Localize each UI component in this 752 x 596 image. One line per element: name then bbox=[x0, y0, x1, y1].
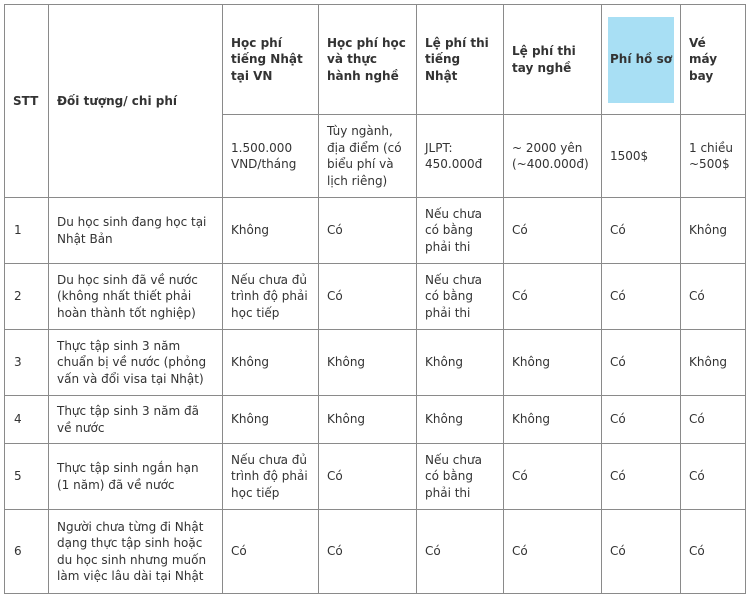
col-header: Vé máy bay bbox=[681, 5, 746, 115]
row-cell: Có bbox=[602, 444, 681, 510]
row-cell: Có bbox=[504, 198, 602, 264]
row-cell: Có bbox=[504, 444, 602, 510]
col-header: Học phí tiếng Nhật tại VN bbox=[223, 5, 319, 115]
table-row bbox=[5, 510, 746, 594]
col-header-highlighted bbox=[602, 5, 681, 115]
row-cell: Nếu chưa đủ trình độ phải học tiếp bbox=[223, 444, 319, 510]
row-cell: Không bbox=[319, 330, 417, 396]
row-subject: Du học sinh đã về nước (không nhất thiết phải hoàn thành tốt nghiệp) bbox=[49, 264, 223, 330]
table-row bbox=[5, 264, 746, 330]
row-cell: Nếu chưa có bằng phải thi bbox=[417, 264, 504, 330]
row-cell: Có bbox=[602, 264, 681, 330]
row-subject: Người chưa từng đi Nhật dạng thực tập sinh hoặc du học sinh nhưng muốn làm việc lâu dài tại Nhật bbox=[49, 510, 223, 594]
row-stt: 6 bbox=[5, 510, 49, 594]
row-cell: Có bbox=[681, 264, 746, 330]
row-cell: Có bbox=[504, 264, 602, 330]
table-row bbox=[5, 198, 746, 264]
row-cell: Nếu chưa có bằng phải thi bbox=[417, 444, 504, 510]
col-cost: ~ 2000 yên (~400.000đ) bbox=[504, 115, 602, 198]
row-stt: 1 bbox=[5, 198, 49, 264]
table-row bbox=[5, 330, 746, 396]
fee-table bbox=[4, 4, 746, 594]
row-cell: Không bbox=[504, 330, 602, 396]
row-cell: Nếu chưa đủ trình độ phải học tiếp bbox=[223, 264, 319, 330]
row-subject: Du học sinh đang học tại Nhật Bản bbox=[49, 198, 223, 264]
row-cell: Không bbox=[417, 330, 504, 396]
row-cell: Không bbox=[223, 330, 319, 396]
row-cell: Không bbox=[681, 198, 746, 264]
row-cell: Có bbox=[602, 198, 681, 264]
col-cost: JLPT: 450.000đ bbox=[417, 115, 504, 198]
row-cell: Có bbox=[681, 396, 746, 444]
row-cell: Không bbox=[223, 198, 319, 264]
table-row bbox=[5, 396, 746, 444]
row-stt: 4 bbox=[5, 396, 49, 444]
row-cell: Có bbox=[602, 330, 681, 396]
row-cell: Có bbox=[417, 510, 504, 594]
row-cell: Có bbox=[223, 510, 319, 594]
subject-header: Đối tượng/ chi phí bbox=[49, 5, 223, 198]
row-cell: Có bbox=[319, 444, 417, 510]
row-cell: Có bbox=[602, 396, 681, 444]
row-cell: Có bbox=[504, 510, 602, 594]
row-cell: Có bbox=[681, 444, 746, 510]
col-header: Lệ phí thi tiếng Nhật bbox=[417, 5, 504, 115]
row-cell: Nếu chưa có bằng phải thi bbox=[417, 198, 504, 264]
row-cell: Không bbox=[319, 396, 417, 444]
row-cell: Có bbox=[602, 510, 681, 594]
row-stt: 3 bbox=[5, 330, 49, 396]
row-stt: 2 bbox=[5, 264, 49, 330]
highlighted-header-label: Phí hồ sơ bbox=[608, 17, 674, 103]
row-stt: 5 bbox=[5, 444, 49, 510]
row-cell: Không bbox=[417, 396, 504, 444]
col-cost: 1 chiều ~500$ bbox=[681, 115, 746, 198]
col-cost: 1500$ bbox=[602, 115, 681, 198]
row-cell: Có bbox=[319, 198, 417, 264]
table-row bbox=[5, 444, 746, 510]
row-cell: Có bbox=[681, 510, 746, 594]
row-cell: Không bbox=[223, 396, 319, 444]
row-cell: Không bbox=[504, 396, 602, 444]
header-row-names bbox=[5, 5, 746, 115]
col-header: Lệ phí thi tay nghề bbox=[504, 5, 602, 115]
col-header: Học phí học và thực hành nghề bbox=[319, 5, 417, 115]
col-cost: Tùy ngành, địa điểm (có biểu phí và lịch riêng) bbox=[319, 115, 417, 198]
row-subject: Thực tập sinh 3 năm chuẩn bị về nước (phỏng vấn và đổi visa tại Nhật) bbox=[49, 330, 223, 396]
col-cost: 1.500.000 VND/tháng bbox=[223, 115, 319, 198]
row-cell: Không bbox=[681, 330, 746, 396]
row-subject: Thực tập sinh 3 năm đã về nước bbox=[49, 396, 223, 444]
row-subject: Thực tập sinh ngắn hạn (1 năm) đã về nước bbox=[49, 444, 223, 510]
row-cell: Có bbox=[319, 510, 417, 594]
row-cell: Có bbox=[319, 264, 417, 330]
stt-header: STT bbox=[5, 5, 49, 198]
